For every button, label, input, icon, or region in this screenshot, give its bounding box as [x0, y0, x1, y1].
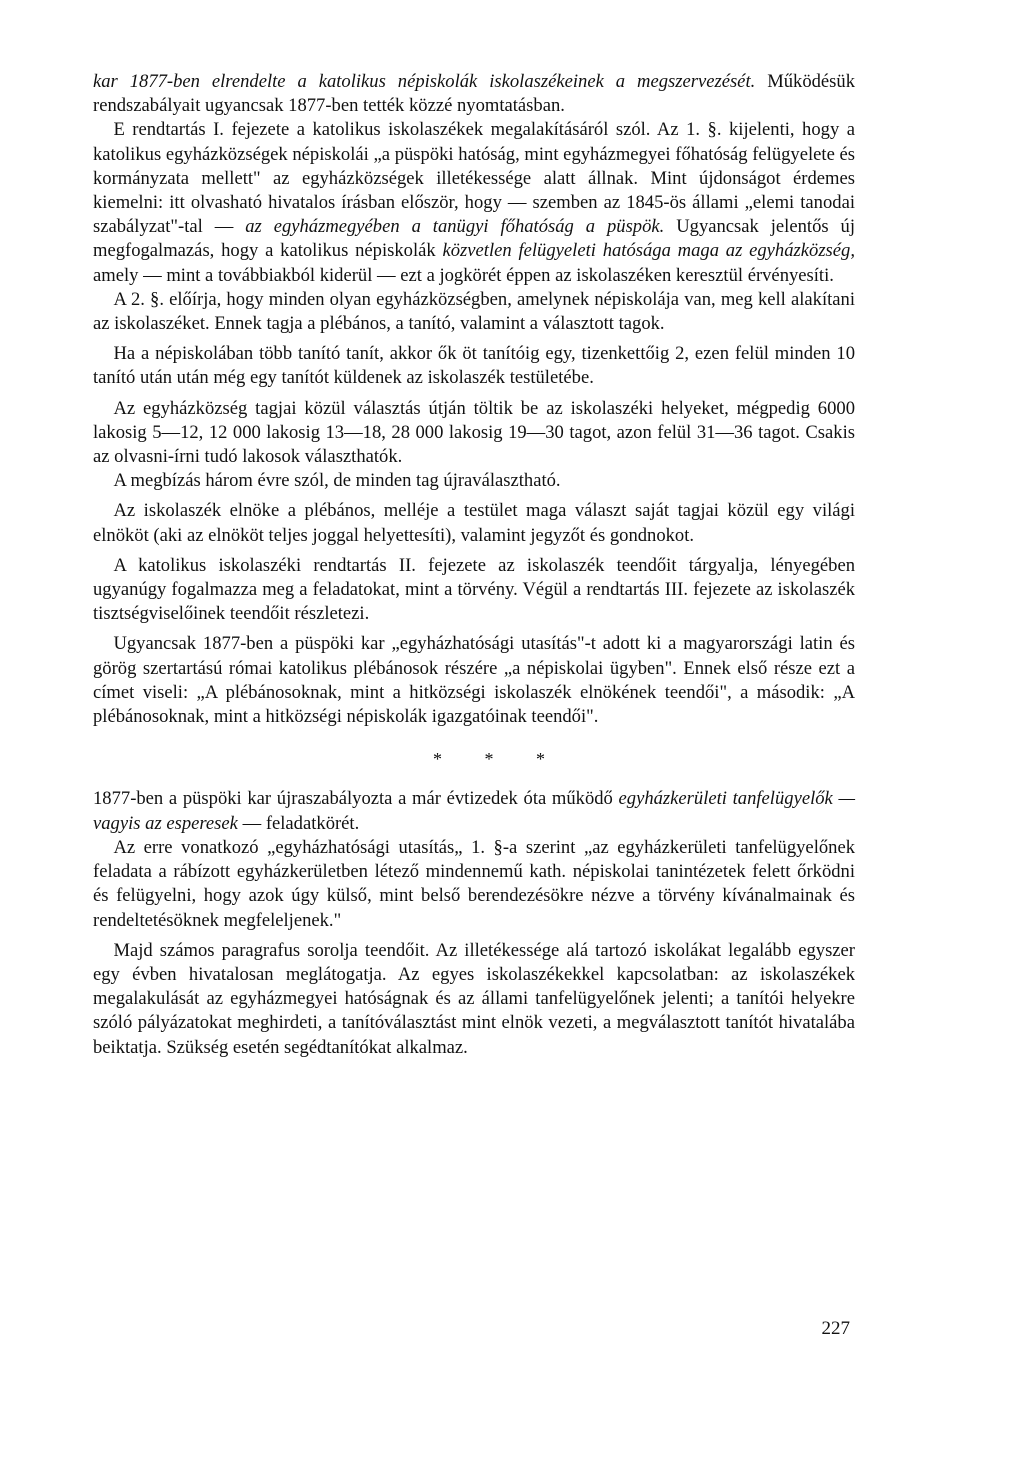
text-run: Az erre vonatkozó „egyházhatósági utasítás„ 1. §-a szerint „az egyházkerületi tanfelügyelőnek feladata a rábízott egyházkerületben létező mindennemű kath. népiskolai tanintézetek felett őrködni és felügyelni, hogy azok úgy külső, mint belső berendezésökre nézve a törvény kívánalmainak és rendeltetésöknek megfeleljenek."	[93, 836, 855, 931]
italic-run: egyházkerületi tanfelügyelők — vagyis az esperesek	[93, 788, 855, 834]
text-run: A katolikus iskolaszéki rendtartás II. fejezete az iskolaszék teendőit tárgyalja, lényegében ugyanúgy fogalmazza meg a feladatokat, mint a törvény. Végül a rendtartás III. fejezete az iskolaszék tisztségviselőinek teendőit részletezi.	[93, 554, 855, 625]
text-run: amely — mint a továbbiakból kiderül — ezt a jogkörét éppen az iskolaszéken keresztül érvényesíti.	[93, 264, 834, 286]
page-number: 227	[821, 1318, 850, 1339]
text-section-1	[93, 70, 855, 729]
text-run: Ha a népiskolában több tanító tanít, akkor ők öt tanítóig egy, tizenkettőig 2, ezen felül minden 10 tanító után után még egy tanítót küldenek az iskolaszék testületébe.	[93, 343, 855, 389]
paragraph	[93, 499, 855, 547]
paragraph	[93, 787, 855, 835]
text-section-2	[93, 787, 855, 1059]
italic-run: közvetlen felügyeleti hatósága maga az egyházközség,	[442, 240, 855, 262]
paragraph	[93, 342, 855, 390]
text-run: A 2. §. előírja, hogy minden olyan egyházközségben, amelynek népiskolája van, meg kell alakítani az iskolaszéket. Ennek tagja a plébános, a tanító, valamint a választott tagok.	[93, 288, 855, 335]
text-run: Az egyházközség tagjai közül választás útján töltik be az iskolaszéki helyeket, mégpedig 6000 lakosig 5—12, 12 000 lakosig 13—18, 28 000 lakosig 19—30 tagot, azon felül 31—36 tagot. Csakis az olvasni-írni tudó lakosok választhatók.	[93, 397, 855, 468]
paragraph	[93, 836, 855, 933]
paragraph	[93, 70, 855, 118]
paragraph	[93, 118, 855, 287]
text-run: A megbízás három évre szól, de minden tag újraválasztható.	[113, 470, 561, 492]
text-run: Az iskolaszék elnöke a plébános, melléje a testület maga választ saját tagjai közül egy világi elnököt (aki az elnököt teljes joggal helyettesíti), valamint jegyzőt és gondnokot.	[93, 500, 855, 546]
paragraph	[93, 939, 855, 1060]
paragraph	[93, 554, 855, 627]
text-run: — feladatkörét.	[237, 812, 360, 834]
italic-run: kar 1877-ben elrendelte a katolikus népiskolák iskolaszékeinek a megszervezését.	[93, 71, 756, 92]
text-run: Működésük rendszabályait ugyancsak 1877-ben tették közzé nyomtatásban.	[93, 71, 856, 117]
paragraph	[93, 632, 855, 729]
page-body	[93, 70, 855, 1060]
italic-run: az egyházmegyében a tanügyi főhatóság a püspök.	[245, 216, 665, 238]
text-run: Majd számos paragrafus sorolja teendőit. Az illetékessége alá tartozó iskolákat legalább egyszer egy évben hivatalosan meglátogatja. Az egyes iskolaszékekkel kapcsolatban: az iskolaszékek megalakulását az egyházmegyei hatóságnak és az állami tanfelügyelőnek jelenti; a tanítói helyekre szóló pályázatokat meghirdeti, a tanítóválasztást mint elnök vezeti, a megválasztott tanítót hivatalába beiktatja. Szükség esetén segédtanítókat alkalmaz.	[93, 939, 855, 1058]
text-run: Ugyancsak 1877-ben a püspöki kar „egyházhatósági utasítás"-t adott ki a magyarországi latin és görög szertartású római katolikus plébánosok részére „a népiskolai ügyben". Ennek első része ezt a címet viseli: „A plébánosoknak, mint a hitközségi iskolaszék elnökének teendői", a második: „A plébánosoknak, mint a hitközségi népiskolák igazgatóinak teendői".	[93, 633, 855, 728]
text-run: E rendtartás I. fejezete a katolikus iskolaszékek megalakításáról szól. Az 1. §. kijelenti, hogy a katolikus egyházközségek népiskolái „a püspöki hatóság, mint egyházmegyei főhatóság felügyelete és kormányzata mellett" az egyházközségek illetékessége alatt állnak. Mint újdonságot érdemes kiemelni: itt olvasható hivatalos írásban először, hogy — szemben az 1845-ös állami „elemi tanodai szabályzat"-tal —	[93, 119, 855, 238]
paragraph	[93, 288, 855, 336]
paragraph	[93, 397, 855, 470]
paragraph	[93, 469, 855, 493]
text-run: 1877-ben a püspöki kar újraszabályozta a már évtizedek óta működő	[93, 788, 619, 810]
text-run: Ugyancsak jelentős új megfogalmazás, hogy a katolikus népiskolák	[93, 216, 855, 262]
section-separator: * * *	[433, 749, 545, 770]
